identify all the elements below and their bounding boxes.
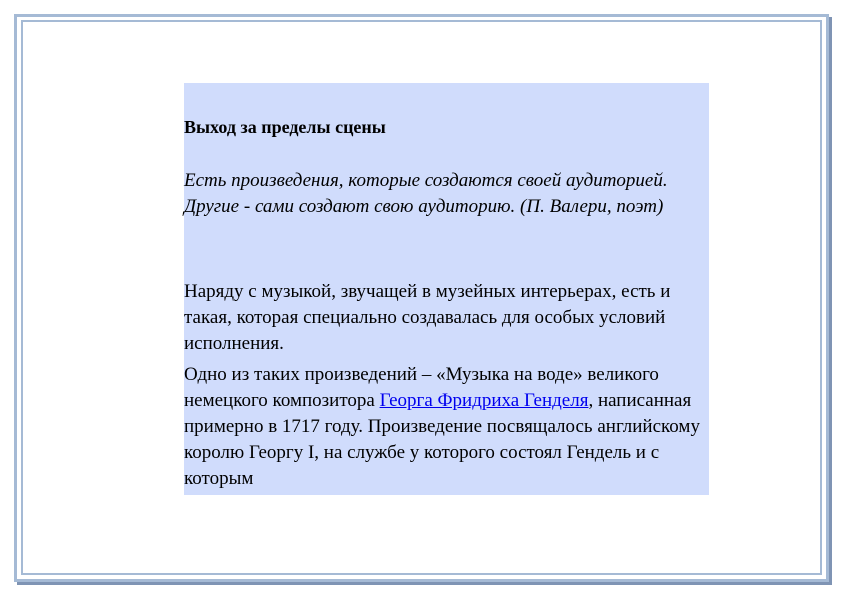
- text-block: [184, 83, 709, 495]
- paragraph-2-text: [184, 362, 709, 492]
- paragraph-2-tail: , написанная примерно в 1717 году. Произведение посвящалось английскому королю Георгу I, на службе у которого состоял Гендель и с которым: [184, 390, 700, 489]
- paragraph-1: [184, 279, 709, 357]
- handel-link[interactable]: Георга Фридриха Генделя: [379, 390, 589, 411]
- paragraph-2-lead: Одно из таких произведений – «Музыка на воде» великого немецкого композитора: [184, 364, 659, 411]
- epigraph-text: Есть произведения, которые создаются своей аудиторией. Другие - сами создают свою аудиторию. (П. Валери, поэт): [184, 170, 668, 217]
- paragraph-1-text: Наряду с музыкой, звучащей в музейных интерьерах, есть и такая, которая специально создавалась для особых условий исполнения.: [184, 281, 671, 354]
- section-heading: Выход за пределы сцены: [184, 117, 386, 137]
- epigraph-quote: [184, 168, 709, 220]
- paragraph-2: [184, 362, 709, 492]
